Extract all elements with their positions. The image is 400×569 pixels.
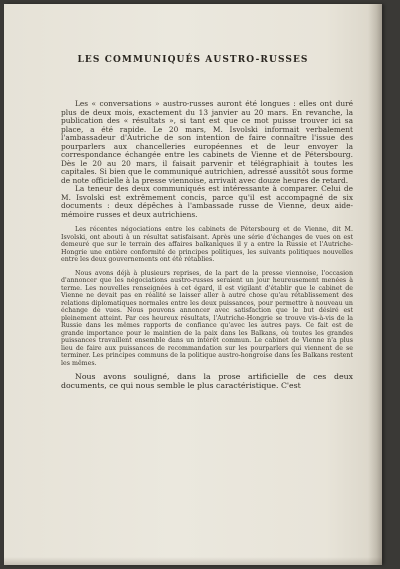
paragraph-intro: Les « conversations » austro-russes auront été longues : elles ont duré plus de deux mois, exactement du 13 janvier au 20 mars. En revanche, la publication des « résultats », si tant est que ce mot puisse trouver ici sa place, a été rapide. Le 20 mars, M. Isvolski informait verbalement l'ambassadeur d'Autriche de son intention de faire connaître l'issue des pourparlers aux chancelleries européennes et de leur envoyer la correspondance échangée entre les cabinets de Vienne et de Pétersbourg. Dès le 20 au 20 mars, il faisait parvenir et télégraphiait à toutes les capitales. Si bien que le communiqué autrichien, adressé aussitôt sous forme de note officielle à la presse viennoise, arrivait avec douze heures de retard. bbox=[61, 99, 353, 185]
paragraph-russian-communique: Les récentes négociations entre les cabinets de Pétersbourg et de Vienne, dit M. Isvolski, ont abouti à un résultat satisfaisant. Après une série d'échanges de vues on est demeuré que sur le terrain des affaires balkaniques il y a entre la Russie et l'Autriche-Hongrie une entière conformité de principes politiques, les suivants politiques nouvelles entre les deux gouvernements ont été rétablies. bbox=[61, 226, 353, 263]
book-page bbox=[4, 4, 382, 565]
paragraph-commentary: Nous avons souligné, dans la prose artificielle de ces deux documents, ce qui nous semble le plus caractéristique. C'est bbox=[61, 372, 353, 391]
article-body bbox=[61, 100, 353, 390]
page-edge-shadow bbox=[368, 4, 382, 565]
paragraph-austrian-communique: Nous avons déjà à plusieurs reprises, de la part de la presse viennoise, l'occasion d'annoncer que les négociations austro-russes seraient un jour heureusement menées à terme. Les nouvelles renseignées à cet égard, il est vigilant d'établir que le cabinet de Vienne ne devait pas en réalité se laisser aller à autre chose qu'au rétablissement des relations diplomatiques normales entre les deux puissances, pour permettre à nouveau un échange de vues. Nous pouvons annoncer avec satisfaction que le but désiré est pleinement atteint. Par ces heureux résultats, l'Autriche-Hongrie se trouve vis-à-vis de la Russie dans les mêmes rapports de confiance qu'avec les autres pays. Ce fait est de grande importance pour le maintien de la paix dans les Balkans, où toutes les grandes puissances travaillent ensemble dans un intérêt commun. Le cabinet de Vienne n'a plus lieu de faire aux puissances de recommandation sur les pourparlers qui viennent de se terminer. Les principes communs de la politique austro-hongroise dans les Balkans restent les mêmes. bbox=[61, 269, 353, 367]
paragraph-comparison: La teneur des deux communiqués est intéressante à comparer. Celui de M. Isvolski est extrêmement concis, parce qu'il est accompagné de six documents : deux dépêches à l'ambassade russe de Vienne, deux aide-mémoire russes et deux autrichiens. bbox=[61, 184, 353, 219]
page-bottom-shade bbox=[4, 557, 382, 565]
page-title: LES COMMUNIQUÉS AUSTRO-RUSSES bbox=[77, 55, 309, 65]
